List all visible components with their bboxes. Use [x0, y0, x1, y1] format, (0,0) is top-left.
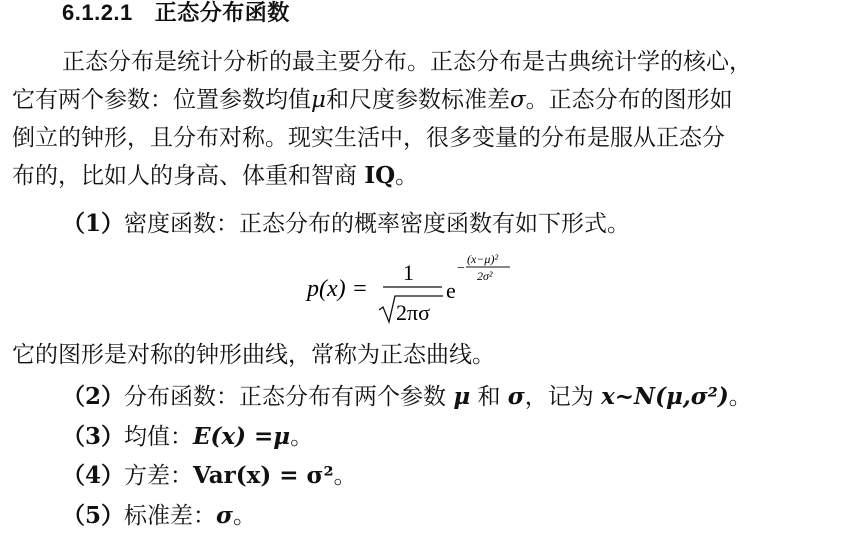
intro-text: 它有两个参数：位置参数均值	[12, 87, 311, 113]
item-label: （4）	[62, 462, 125, 489]
sigma-symbol: σ	[509, 87, 526, 113]
section-title: 正态分布函数	[154, 0, 290, 25]
mu-symbol: μ	[453, 383, 471, 410]
formula-exp-numerator: (x−μ)²	[467, 252, 499, 266]
section-number: 6.1.2.1	[62, 0, 133, 25]
item-text: 。	[728, 384, 752, 410]
after-formula-line: 它的图形是对称的钟形曲线，常称为正态曲线。	[12, 342, 495, 368]
item-text: 方差：	[124, 463, 194, 489]
intro-line-4	[12, 157, 842, 195]
item-text: 和	[470, 384, 508, 410]
formula-exp-base: e	[446, 278, 456, 303]
item-text: 均值：	[124, 424, 194, 450]
item-label: （2）	[62, 383, 125, 410]
item-text: 分布函数：正态分布有两个参数	[124, 384, 454, 410]
variance-expression: Var(x) = σ²	[193, 462, 334, 489]
item-label: （3）	[62, 423, 125, 450]
std-dev-expression: σ	[216, 502, 233, 529]
intro-line-3: 倒立的钟形，且分布对称。现实生活中，很多变量的分布是服从正态分	[12, 125, 725, 151]
item-text: 标准差：	[124, 503, 217, 529]
iq-term: IQ	[364, 162, 396, 189]
item-variance	[62, 457, 357, 490]
item-mean	[62, 418, 313, 451]
item-text: 。	[290, 424, 314, 450]
item-label: （1）	[62, 210, 125, 237]
intro-text: 。正态分布的图形如	[525, 87, 733, 113]
normal-pdf-formula	[305, 250, 535, 330]
item-text: 密度函数：正态分布的概率密度函数有如下形式。	[124, 211, 631, 237]
item-density-function	[62, 205, 630, 238]
formula-lhs: p(x) =	[307, 276, 368, 302]
mu-symbol: μ	[311, 87, 326, 113]
formula-exp-denominator: 2σ²	[477, 269, 493, 283]
item-text: 。	[333, 463, 357, 489]
after-formula-paragraph	[12, 336, 842, 374]
intro-line-2	[12, 81, 842, 119]
intro-text: 布的，比如人的身高、体重和智商	[12, 163, 365, 189]
item-text: ，记为	[524, 384, 602, 410]
item-label: （5）	[62, 502, 125, 529]
intro-line-1: 正态分布是统计分析的最主要分布。正态分布是古典统计学的核心，	[62, 49, 752, 75]
formula-numerator: 1	[403, 260, 414, 285]
sigma-symbol: σ	[507, 383, 525, 410]
intro-paragraph	[12, 43, 842, 195]
formula-denominator: 2πσ	[396, 300, 430, 325]
mean-expression: E(x) =μ	[193, 423, 291, 450]
normal-notation: x~N(μ,σ²)	[601, 383, 729, 410]
section-heading	[62, 0, 290, 27]
item-distribution-function	[62, 378, 752, 411]
intro-text: 和尺度参数标准差	[325, 87, 510, 113]
item-std-dev	[62, 497, 256, 530]
formula-exp-minus: −	[457, 261, 465, 276]
intro-text: 。	[395, 163, 419, 189]
item-text: 。	[232, 503, 256, 529]
